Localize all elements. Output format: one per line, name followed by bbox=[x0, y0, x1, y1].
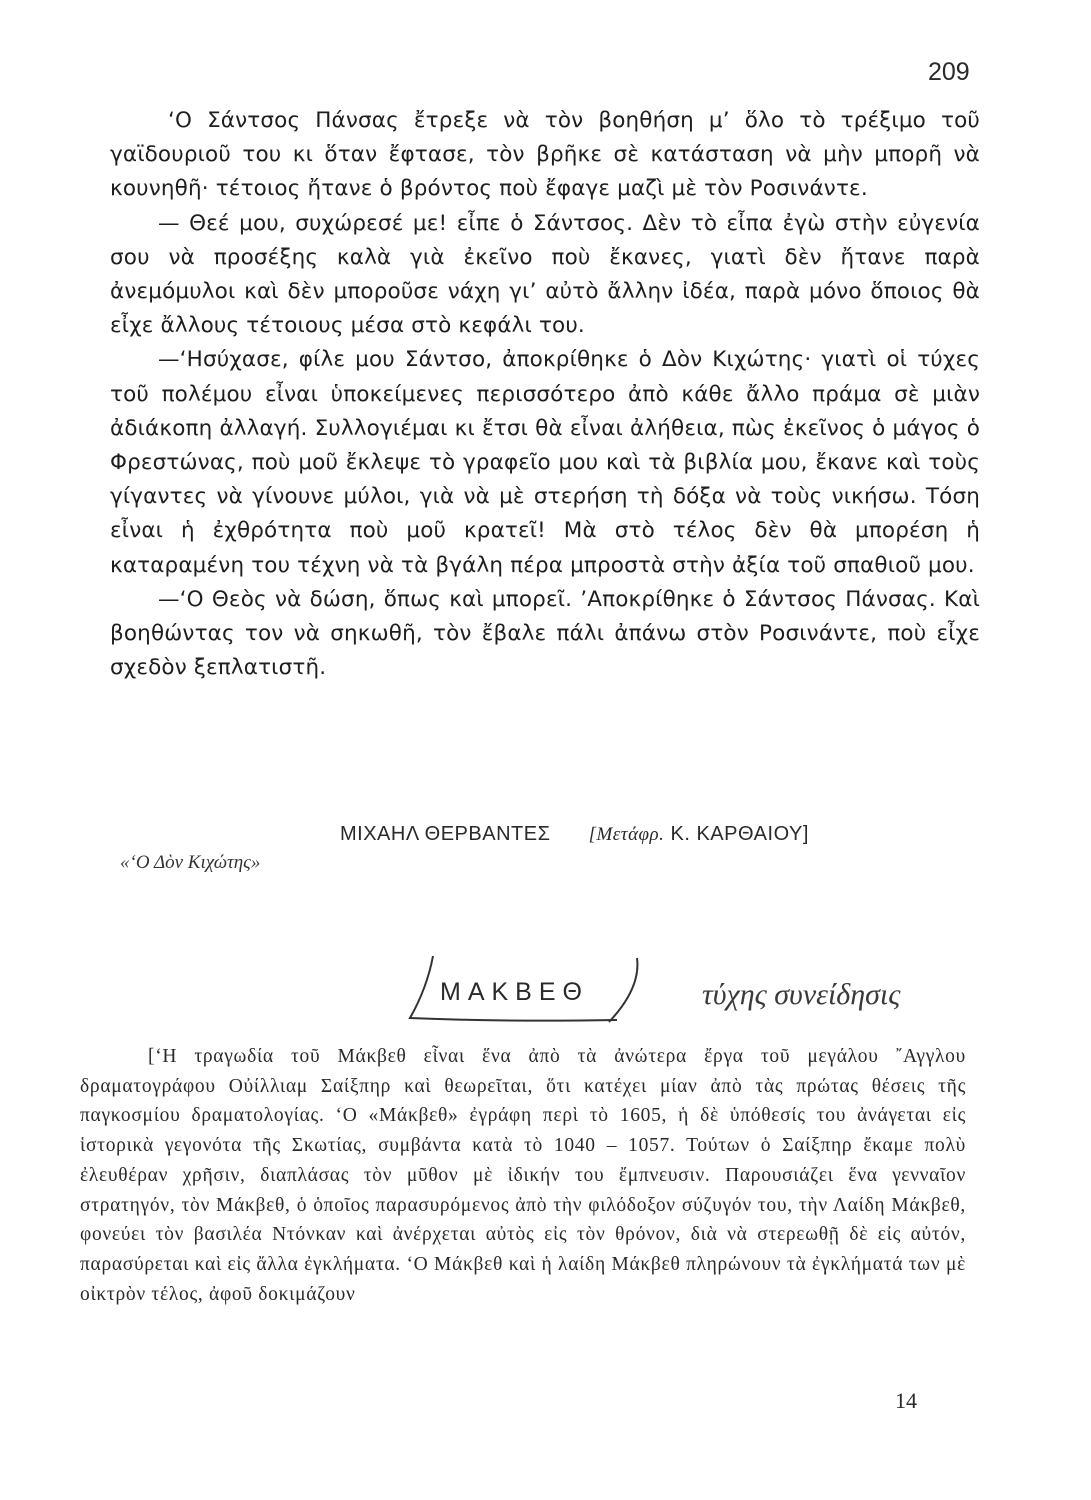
signature-mark: 14 bbox=[895, 1388, 917, 1413]
author-name: ΜΙΧΑΗΛ ΘΕΡΒΑΝΤΕΣ bbox=[340, 823, 551, 845]
paragraph-2: — Θεέ μου, συχώρεσέ με! εἶπε ὁ Σάντσος. Δὲν τὸ εἶπα ἐγὼ στὴν εὐγενία σου νὰ προσέξης καλὰ γιὰ ἐκεῖνο ποὺ ἔκανες, γιατὶ δὲν ἤτανε παρὰ ἀνεμόμυλοι καὶ δὲν μποροῦσε νάχη γι’ αὐτὸ ἄλλην ἰδέα, παρὰ μόνο ὅποιος θὰ εἶχε ἄλλους τέτοιους μέσα στὸ κεφάλι του. bbox=[110, 210, 980, 339]
paragraph-3: —‘Ησύχασε, φίλε μου Σάντσο, ἀποκρίθηκε ὁ Δὸν Κιχώτης· γιατὶ οἱ τύχες τοῦ πολέμου εἶναι ὑποκείμενες περισσότερο ἀπὸ κάθε ἄλλο πράμα σὲ μιὰν ἀδιάκοπη ἀλλαγή. Συλλογιέμαι κι ἔτσι θὰ εἶναι ἀλήθεια, πὼς ἐκεῖνος ὁ μάγος ὁ Φρεστώνας, ποὺ μοῦ ἔκλεψε τὸ γραφεῖο μου καὶ τὰ βιβλία μου, ἔκανε καὶ τοὺς γίγαντες νὰ γίνουνε μύλοι, γιὰ νὰ μὲ στερήση τὴ δόξα νὰ τοὺς νικήσω. Τόση εἶναι ἡ ἐχθρότητα ποὺ μοῦ κρατεῖ! Μὰ στὸ τέλος δὲν θὰ μπορέση ἡ καταραμένη του τέχνη νὰ τὰ βγάλη πέρα μπροστὰ στὴν ἀξία τοῦ σπαθιοῦ μου. bbox=[110, 347, 980, 578]
section-title: ΜΑΚΒΕΘ bbox=[440, 978, 589, 1006]
handwritten-note bbox=[700, 960, 1030, 1030]
intro-paragraph: [‘Η τραγωδία τοῦ Μάκβεθ εἶναι ἕνα ἀπὸ τὰ ἀνώτερα ἔργα τοῦ μεγάλου ῎Αγγλου δραματογράφου Οὐίλλιαμ Σαίξπηρ καὶ θεωρεῖται, ὅτι κατέχει μίαν ἀπὸ τὰς πρώτας θέσεις τῆς παγκοσμίου δραματολογίας. ‘Ο «Μάκβεθ» ἐγράφη περὶ τὸ 1605, ἡ δὲ ὑπόθεσίς του ἀνάγεται εἰς ἱστορικὰ γεγονότα τῆς Σκωτίας, συμβάντα κατὰ τὸ 1040 – 1057. Τούτων ὁ Σαίξπηρ ἔκαμε πολὺ ἐλευθέραν χρῆσιν, διαπλάσας τὸν μῦθον μὲ ἰδικήν του ἔμπνευσιν. Παρουσιάζει ἕνα γενναῖον στρατηγόν, τὸν Μάκβεθ, ὁ ὁποῖος παρασυρόμενος ἀπὸ τὴν φιλόδοξον σύζυγόν του, τὴν Λαίδη Μάκβεθ, φονεύει τὸν βασιλέα Ντόνκαν καὶ ἀνέρχεται αὐτὸς εἰς τὸν θρόνον, διὰ νὰ στερεωθῇ δὲ εἰς αὐτόν, παρασύρεται καὶ εἰς ἄλλα ἐγκλήματα. ‘Ο Μάκβεθ καὶ ἡ λαίδη Μάκβεθ πληρώνουν τὰ ἐγκλήματά των μὲ οἰκτρὸν τέλος, ἀφοῦ δοκιμάζουν bbox=[80, 1046, 966, 1305]
translation-prefix: [Μετάφρ. bbox=[588, 824, 665, 845]
handwritten-note-text: τύχης συνείδησις bbox=[702, 978, 901, 1011]
work-title: «‘Ο Δὸν Κιχώτης» bbox=[120, 852, 261, 873]
page-number: 209 bbox=[928, 58, 970, 86]
paragraph-4: —‘Ο Θεὸς νὰ δώση, ὅπως καὶ μπορεῖ. ’Αποκρίθηκε ὁ Σάντσος Πάνσας. Καὶ βοηθώντας τον νὰ σηκωθῆ, τὸν ἔβαλε πάλι ἀπάνω στὸν Ροσινάντε, ποὺ εἶχε σχεδὸν ξεπλατιστῆ. bbox=[110, 586, 980, 681]
main-text bbox=[110, 104, 980, 685]
translator-name: Κ. ΚΑΡΘΑΙΟΥ] bbox=[670, 823, 809, 845]
paragraph-1: ‘Ο Σάντσος Πάνσας ἔτρεξε νὰ τὸν βοηθήση μ’ ὅλο τὸ τρέξιμο τοῦ γαϊδουριοῦ του κι ὅταν ἔφτασε, τὸν βρῆκε σὲ κατάσταση νὰ μὴν μπορῆ νὰ κουνηθῆ· τέτοιος ἤτανε ὁ βρόντος ποὺ ἔφαγε μαζὶ μὲ τὸν Ροσινάντε. bbox=[110, 108, 980, 202]
attribution bbox=[340, 823, 809, 846]
intro-text bbox=[80, 1042, 966, 1309]
